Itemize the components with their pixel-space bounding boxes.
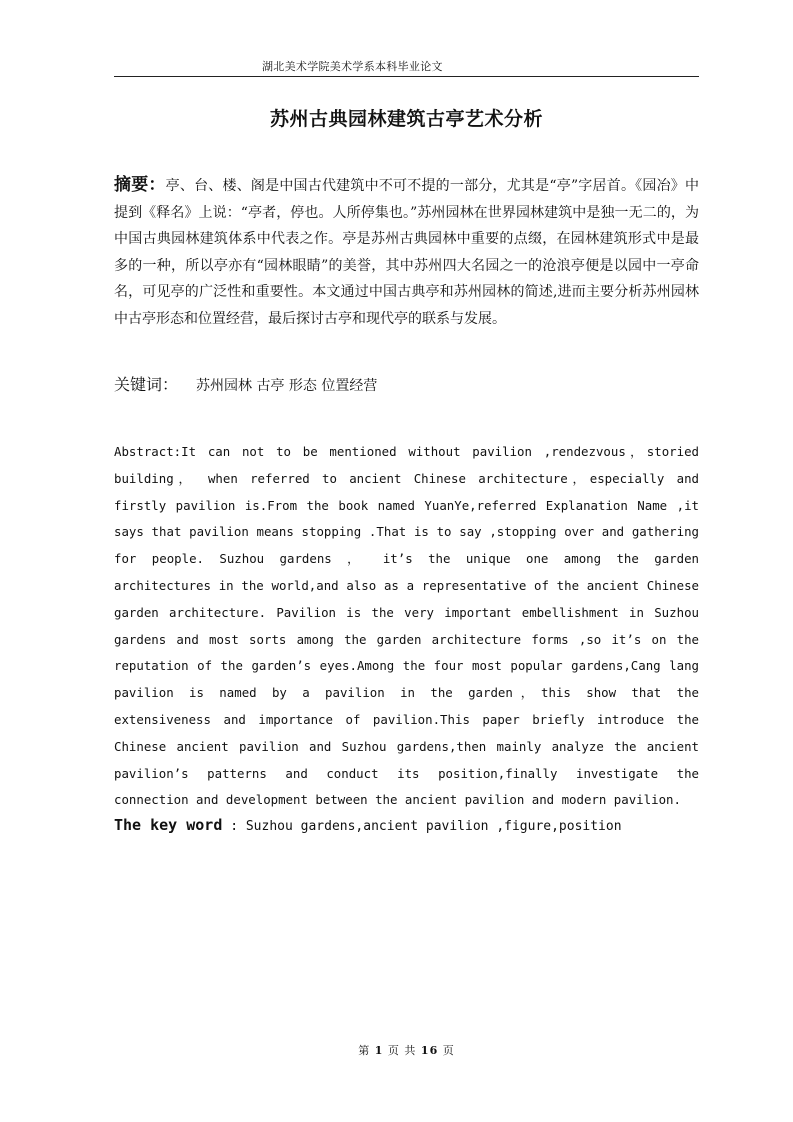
keywords-english [114, 816, 699, 834]
keywords-cn-label: 关键词： [114, 375, 179, 394]
abstract-cn-label: 摘要： [114, 175, 166, 195]
keywords-en-label: The key word [114, 816, 223, 834]
footer-suffix: 页 [442, 1044, 455, 1057]
thesis-title: 苏州古典园林建筑古亭艺术分析 [269, 108, 543, 130]
keywords-cn-value: 苏州园林 古亭 形态 位置经营 [196, 378, 378, 394]
abstract-english [114, 439, 699, 814]
footer-total-pages: 16 [420, 1044, 439, 1057]
page-footer [114, 1042, 699, 1058]
abstract-en-body: Abstract:It can not to be mentioned without pavilion ,rendezvous，storied building， when referred to ancient Chinese architecture，especially and firstly pavilion is.From the book named YuanYe,referred Explanation Name ,it says that pavilion means stopping .That is to say ,stopping over and gathering for people. Suzhou gardens ， it’s the unique one among the garden architectures in the world,and also as a representative of the ancient Chinese garden architecture. Pavilion is the very important embellishment in Suzhou gardens and most sorts among the garden architecture forms ,so it’s on the reputation of the garden’s eyes.Among the four most popular gardens,Cang lang pavilion is named by a pavilion in the garden，this show that the extensiveness and importance of pavilion.This paper briefly introduce the Chinese ancient pavilion and Suzhou gardens,then mainly analyze the ancient pavilion’s patterns and conduct its position,finally investigate the connection and development between the ancient pavilion and modern pavilion. [114, 444, 699, 808]
footer-prefix: 第 [358, 1044, 371, 1057]
header-text: 湖北美术学院美术学系本科毕业论文 [262, 60, 443, 73]
abstract-chinese [114, 172, 699, 333]
footer-middle: 页 共 [387, 1044, 417, 1057]
keywords-en-separator: : [222, 819, 246, 834]
abstract-cn-body: 亭、台、楼、阁是中国古代建筑中不可不提的一部分，尤其是“亭”字居首。《园冶》中提到《释名》上说：“亭者，停也。人所停集也。”苏州园林在世界园林建筑中是独一无二的，为中国古典园林建筑体系中代表之作。亭是苏州古典园林中重要的点缀，在园林建筑形式中是最多的一种，所以亭亦有“园林眼睛”的美誉，其中苏州四大名园之一的沧浪亭便是以园中一亭命名，可见亭的广泛性和重要性。本文通过中国古典亭和苏州园林的简述,进而主要分析苏州园林中古亭形态和位置经营，最后探讨古亭和现代亭的联系与发展。 [114, 178, 700, 327]
keywords-en-value: Suzhou gardens,ancient pavilion ,figure,position [245, 819, 622, 834]
keywords-chinese [114, 372, 699, 395]
page-header [114, 56, 699, 77]
footer-page-number: 1 [374, 1044, 384, 1057]
